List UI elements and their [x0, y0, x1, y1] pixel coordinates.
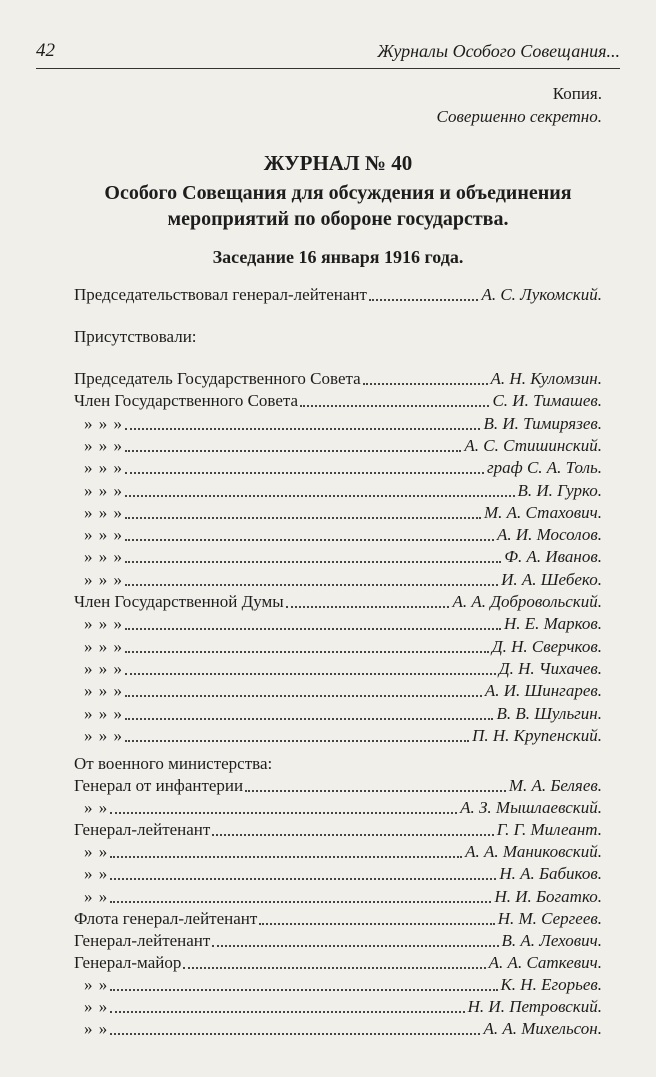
position-label: Председатель Государственного Совета — [74, 369, 361, 388]
attendee-row — [74, 841, 602, 863]
position-label: Член Государственной Думы — [74, 592, 284, 611]
ditto-marks: » » » — [84, 681, 123, 701]
running-title: Журналы Особого Совещания... — [377, 41, 620, 61]
person-name: В. В. Шульгин. — [496, 703, 602, 723]
ditto-marks: » » — [84, 886, 109, 906]
attendee-row — [74, 725, 602, 747]
position-label: Генерал от инфантерии — [74, 776, 244, 795]
ditto-marks: » » » — [84, 614, 123, 634]
person-name: С. И. Тимашев. — [492, 391, 602, 411]
ditto-marks: » » — [84, 798, 109, 818]
leader-dots — [110, 1033, 480, 1035]
ditto-marks: » » » — [84, 525, 123, 545]
attendee-row — [74, 819, 602, 841]
person-name: А. З. Мышлаевский. — [460, 798, 602, 818]
position-label: Член Государственного Совета — [74, 391, 299, 411]
leader-dots — [125, 428, 480, 430]
attendee-row — [74, 636, 602, 658]
person-name: Д. Н. Сверчков. — [491, 636, 602, 656]
ditto-marks: » » — [84, 842, 109, 862]
leader-dots — [110, 1011, 464, 1013]
leader-dots — [125, 628, 501, 630]
ditto-marks: » » » — [84, 636, 123, 656]
person-name: В. И. Тимирязев. — [483, 413, 602, 433]
attendee-row — [74, 974, 602, 996]
running-head — [36, 38, 620, 69]
ditto-marks: » » » — [84, 458, 123, 478]
ditto-marks: » » — [84, 974, 109, 994]
person-name: А. И. Шингарев. — [484, 681, 602, 701]
attendee-row — [74, 680, 602, 702]
leader-dots — [183, 967, 485, 969]
ditto-marks: » » » — [84, 703, 123, 723]
attendee-row — [74, 569, 602, 591]
person-name: граф С. А. Толь. — [487, 458, 602, 478]
attendee-row — [74, 952, 602, 974]
attendee-row — [74, 775, 602, 797]
ditto-marks: » » » — [84, 435, 123, 455]
journal-title-line-1: Особого Совещания для обсуждения и объединения — [104, 182, 572, 204]
attendee-row — [74, 502, 602, 524]
leader-dots — [110, 878, 496, 880]
person-name: Д. Н. Чихачев. — [498, 658, 602, 678]
journal-heading: ЖУРНАЛ № 40 — [263, 151, 413, 175]
attendee-row — [74, 703, 602, 725]
leader-dots — [245, 790, 506, 792]
person-name: Н. И. Петровский. — [467, 997, 602, 1016]
ditto-marks: » » » — [84, 658, 123, 678]
person-name: А. И. Мосолов. — [496, 525, 602, 545]
leader-dots — [125, 673, 496, 675]
leader-dots — [125, 695, 482, 697]
person-name: Н. Е. Марков. — [503, 614, 602, 634]
attendee-row — [74, 413, 602, 435]
leader-dots — [125, 561, 501, 563]
leader-dots — [125, 472, 484, 474]
person-name: П. Н. Крупенский. — [472, 725, 602, 745]
leader-dots — [125, 651, 489, 653]
person-name: А. С. Стишинский. — [464, 435, 602, 455]
leader-dots — [125, 718, 493, 720]
person-name: А. А. Добровольский. — [452, 592, 602, 611]
chair-label: Председательствовал генерал-лейтенант — [74, 285, 367, 304]
leader-dots — [110, 856, 462, 858]
person-name: М. А. Беляев. — [508, 776, 602, 795]
attendee-row — [74, 996, 602, 1018]
attendee-row — [74, 546, 602, 568]
position-label: Генерал-лейтенант — [74, 820, 211, 840]
person-name: Г. Г. Милеант. — [496, 820, 602, 840]
attendee-row — [74, 435, 602, 457]
person-name: А. А. Маниковский. — [465, 842, 602, 862]
attendee-row — [74, 591, 602, 613]
leader-dots — [300, 405, 489, 407]
attendee-row — [74, 457, 602, 479]
secret-label: Совершенно секретно. — [436, 107, 602, 126]
leader-dots — [125, 539, 494, 541]
ditto-marks: » » » — [84, 547, 123, 567]
leader-dots — [259, 923, 494, 925]
leader-dots — [110, 812, 457, 814]
person-name: Н. М. Сергеев. — [497, 908, 602, 928]
ditto-marks: » » » — [84, 480, 123, 500]
attendee-row — [74, 908, 602, 930]
person-name: В. А. Лехович. — [501, 930, 602, 950]
page-number: 42 — [36, 40, 55, 61]
ditto-marks: » » » — [84, 725, 123, 745]
person-name: В. И. Гурко. — [517, 480, 602, 500]
attendee-row — [74, 368, 602, 390]
leader-dots — [110, 989, 497, 991]
ditto-marks: » » » — [84, 569, 123, 589]
copy-label: Копия. — [552, 84, 602, 103]
person-name: А. А. Саткевич. — [488, 952, 602, 972]
attendee-row — [74, 797, 602, 819]
ditto-marks: » » — [84, 864, 109, 884]
leader-dots — [125, 517, 481, 519]
person-name: Н. А. Бабиков. — [499, 864, 602, 884]
attendee-row — [74, 863, 602, 885]
attendee-row — [74, 1018, 602, 1040]
person-name: М. А. Стахович. — [484, 502, 602, 522]
person-name: К. Н. Егорьев. — [500, 974, 602, 994]
chair-line — [74, 284, 602, 306]
leader-dots — [363, 383, 488, 385]
position-label: Флота генерал-лейтенант — [74, 908, 258, 928]
session-date: Заседание 16 января 1916 года. — [212, 247, 464, 267]
journal-title-line-2: мероприятий по обороне государства. — [167, 208, 509, 230]
leader-dots — [110, 901, 491, 903]
position-label: Генерал-лейтенант — [74, 930, 211, 950]
leader-dots — [286, 606, 450, 608]
ditto-marks: » » — [84, 997, 109, 1016]
attendee-row — [74, 613, 602, 635]
leader-dots — [125, 740, 469, 742]
leader-dots — [212, 834, 493, 836]
position-label: Генерал-майор — [74, 952, 182, 972]
person-name: А. А. Михельсон. — [483, 1019, 602, 1039]
leader-dots — [125, 584, 498, 586]
leader-dots — [369, 299, 479, 301]
attendee-row — [74, 524, 602, 546]
leader-dots — [125, 495, 515, 497]
person-name: Ф. А. Иванов. — [504, 547, 602, 567]
person-name: Н. И. Богатко. — [494, 886, 602, 906]
ditto-marks: » » » — [84, 502, 123, 522]
attendee-row — [74, 390, 602, 412]
attendee-row — [74, 930, 602, 952]
ditto-marks: » » » — [84, 413, 123, 433]
person-name: И. А. Шебеко. — [501, 569, 602, 589]
attendee-row — [74, 886, 602, 908]
military-label: От военного министерства: — [74, 754, 273, 773]
person-name: А. Н. Куломзин. — [490, 369, 602, 388]
attendee-row — [74, 480, 602, 502]
present-label: Присутствовали: — [74, 327, 197, 346]
leader-dots — [212, 945, 498, 947]
attendee-row — [74, 658, 602, 680]
chair-name: А. С. Лукомский. — [481, 285, 602, 304]
ditto-marks: » » — [84, 1019, 109, 1039]
leader-dots — [125, 450, 461, 452]
